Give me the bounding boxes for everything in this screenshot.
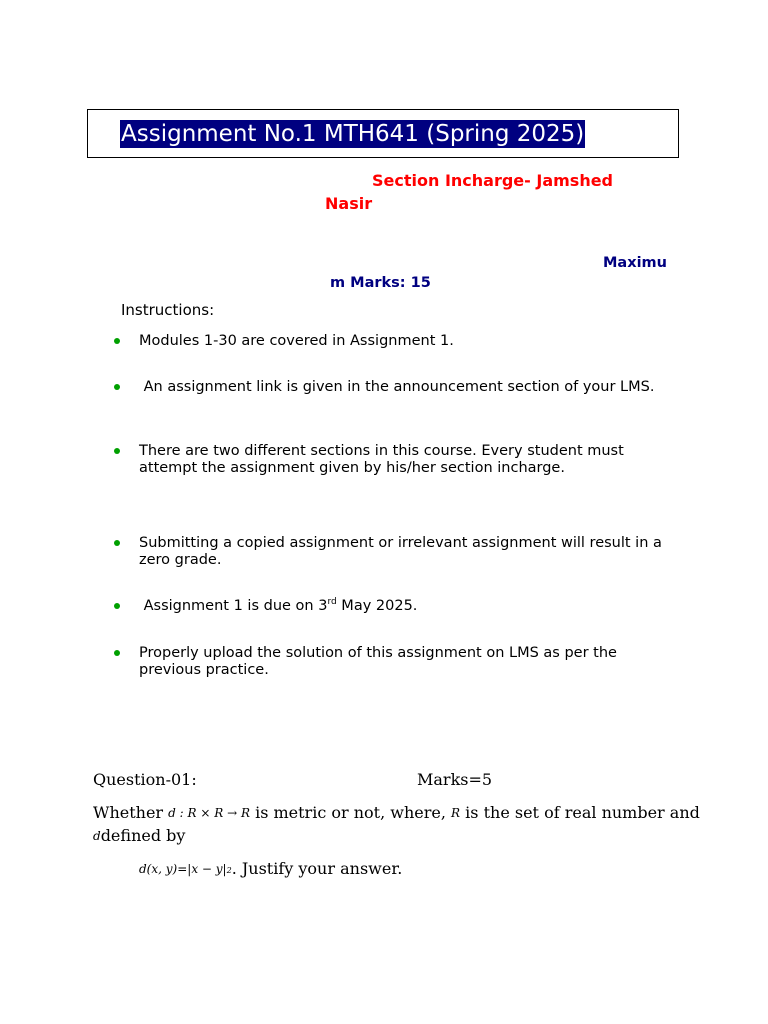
- instruction-item: [139, 645, 679, 679]
- instruction-text: Properly upload the solution of this assignment on LMS as per the previous practice.: [139, 645, 617, 678]
- instruction-text-pre: Assignment 1 is due on 3: [139, 598, 328, 614]
- instruction-item: [139, 535, 679, 569]
- math-superscript: 2: [226, 866, 232, 875]
- instruction-text: Submitting a copied assignment or irrelevant assignment will result in a zero grade.: [139, 535, 662, 568]
- question-line-1: [93, 803, 700, 822]
- instruction-item: [139, 379, 679, 396]
- maximum-marks-line1: Maximu: [603, 255, 667, 271]
- bullet-icon: [114, 650, 120, 656]
- math-expression: d : R × R → R: [168, 806, 250, 820]
- question-line-2: [93, 826, 185, 845]
- instruction-text-post: May 2025.: [336, 598, 418, 614]
- question-text: . Justify your answer.: [231, 859, 403, 878]
- instruction-text-sup: rd: [327, 597, 337, 608]
- math-expression: d(x, y)=|x − y|: [139, 862, 227, 876]
- title-box: [87, 109, 679, 158]
- bullet-icon: [114, 338, 120, 344]
- section-incharge-line1: Section Incharge- Jamshed: [372, 171, 614, 190]
- assignment-title: Assignment No.1 MTH641 (Spring 2025): [121, 121, 585, 147]
- question-text: is the set of real number and: [460, 803, 700, 822]
- bullet-icon: [114, 540, 120, 546]
- question-marks: Marks=5: [417, 770, 493, 789]
- instruction-text: Modules 1-30 are covered in Assignment 1.: [139, 333, 454, 349]
- question-text: defined by: [100, 826, 186, 845]
- question-text: is metric or not, where,: [249, 803, 452, 822]
- question-text: Whether: [93, 803, 169, 822]
- instruction-text: There are two different sections in this course. Every student must attempt the assignment given by his/her section incharge.: [139, 443, 624, 476]
- question-line-3: [139, 859, 402, 878]
- maximum-marks-line2: m Marks: 15: [330, 275, 431, 291]
- section-incharge-line2: Nasir: [325, 194, 373, 213]
- bullet-icon: [114, 448, 120, 454]
- instruction-item: [139, 443, 679, 477]
- instruction-text: An assignment link is given in the announcement section of your LMS.: [139, 379, 655, 395]
- math-expression: R: [451, 806, 461, 820]
- instruction-item: [139, 333, 679, 350]
- math-expression: d: [93, 829, 101, 843]
- bullet-icon: [114, 384, 120, 390]
- question-label: Question-01:: [93, 770, 197, 789]
- bullet-icon: [114, 603, 120, 609]
- instructions-title: Instructions:: [121, 301, 215, 319]
- instruction-item: [139, 598, 679, 615]
